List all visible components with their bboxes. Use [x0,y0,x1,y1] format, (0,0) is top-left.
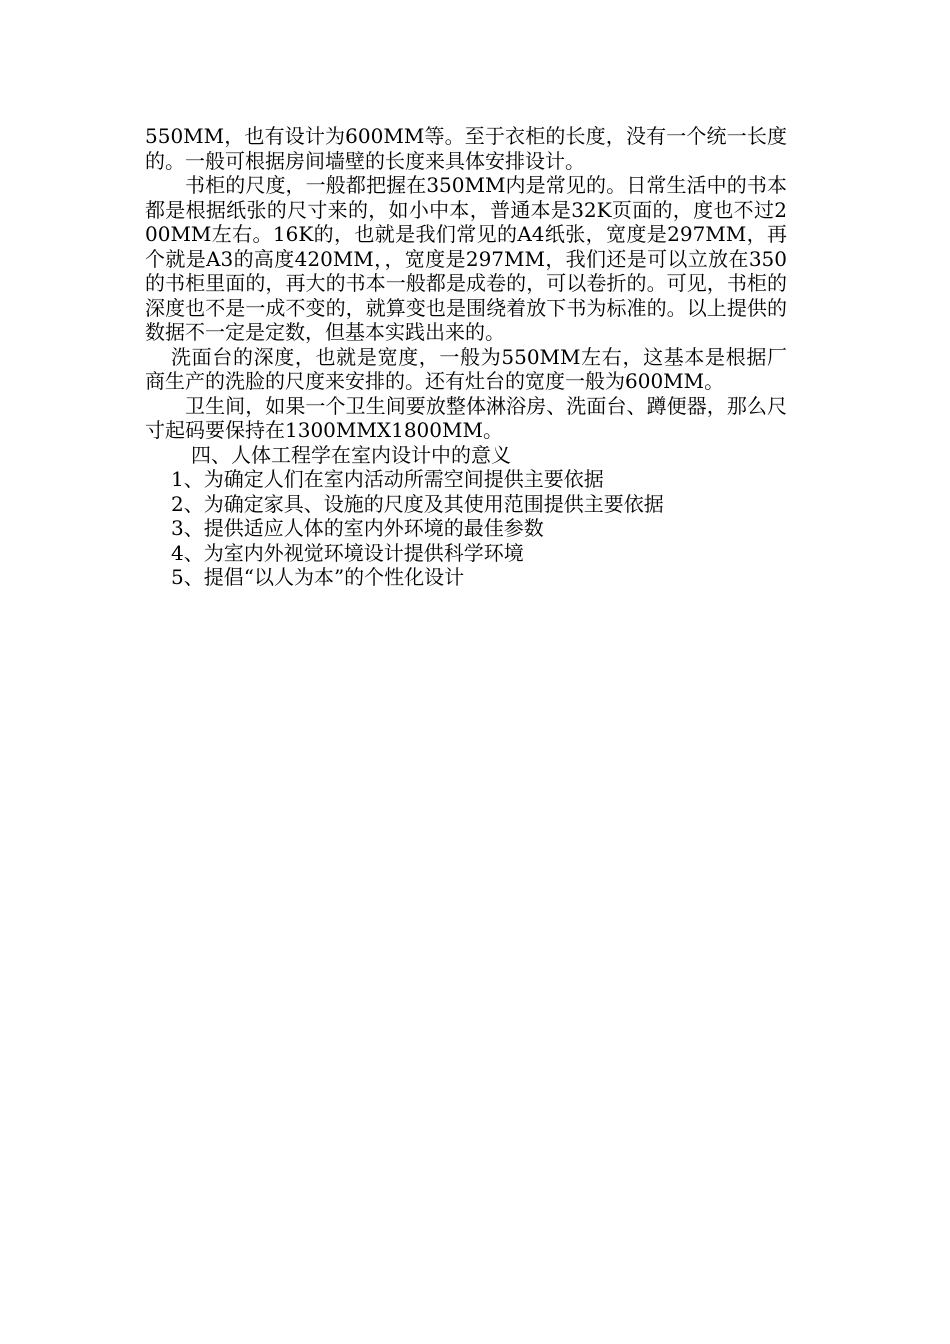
list-item: 2、为确定家具、设施的尺度及其使用范围提供主要依据 [171,491,664,516]
section-heading: 四、人体工程学在室内设计中的意义 [191,442,511,467]
paragraph-wardrobe: 550MM，也有设计为600MM等。至于衣柜的长度，没有一个统一长度的。一般可根据房间墙壁的长度来具体安排设计。 [145,124,787,173]
significance-list [145,467,787,590]
list-item: 4、为室内外视觉环境设计提供科学环境 [171,540,524,565]
list-item: 5、提倡“以人为本”的个性化设计 [171,565,465,589]
list-item: 1、为确定人们在室内活动所需空间提供主要依据 [171,467,604,491]
paragraph-bookcase: 书柜的尺度，一般都把握在350MM内是常见的。日常生活中的书本都是根据纸张的尺寸来的，如小中本，普通本是32K页面的，度也不过200MM左右。16K的，也就是我们常见的A4纸张，宽度是297MM，再个就是A3的高度420MM，，宽度是297MM，我们还是可以立放在350的书柜里面的，再大的书本一般都是成卷的，可以卷折的。可见，书柜的深度也不是一成不变的，就算变也是围绕着放下书为标准的。以上提供的数据不一定是定数，但基本实践出来的。 [145,173,787,344]
list-item: 3、提供适应人体的室内外环境的最佳参数 [171,516,544,540]
paragraph-washbasin: 洗面台的深度，也就是宽度，一般为550MM左右，这基本是根据厂商生产的洗脸的尺度来安排的。还有灶台的宽度一般为600MM。 [145,344,787,393]
document-page [145,124,787,590]
paragraph-bathroom: 卫生间，如果一个卫生间要放整体淋浴房、洗面台、蹲便器，那么尺寸起码要保持在1300MMX1800MM。 [145,393,787,442]
